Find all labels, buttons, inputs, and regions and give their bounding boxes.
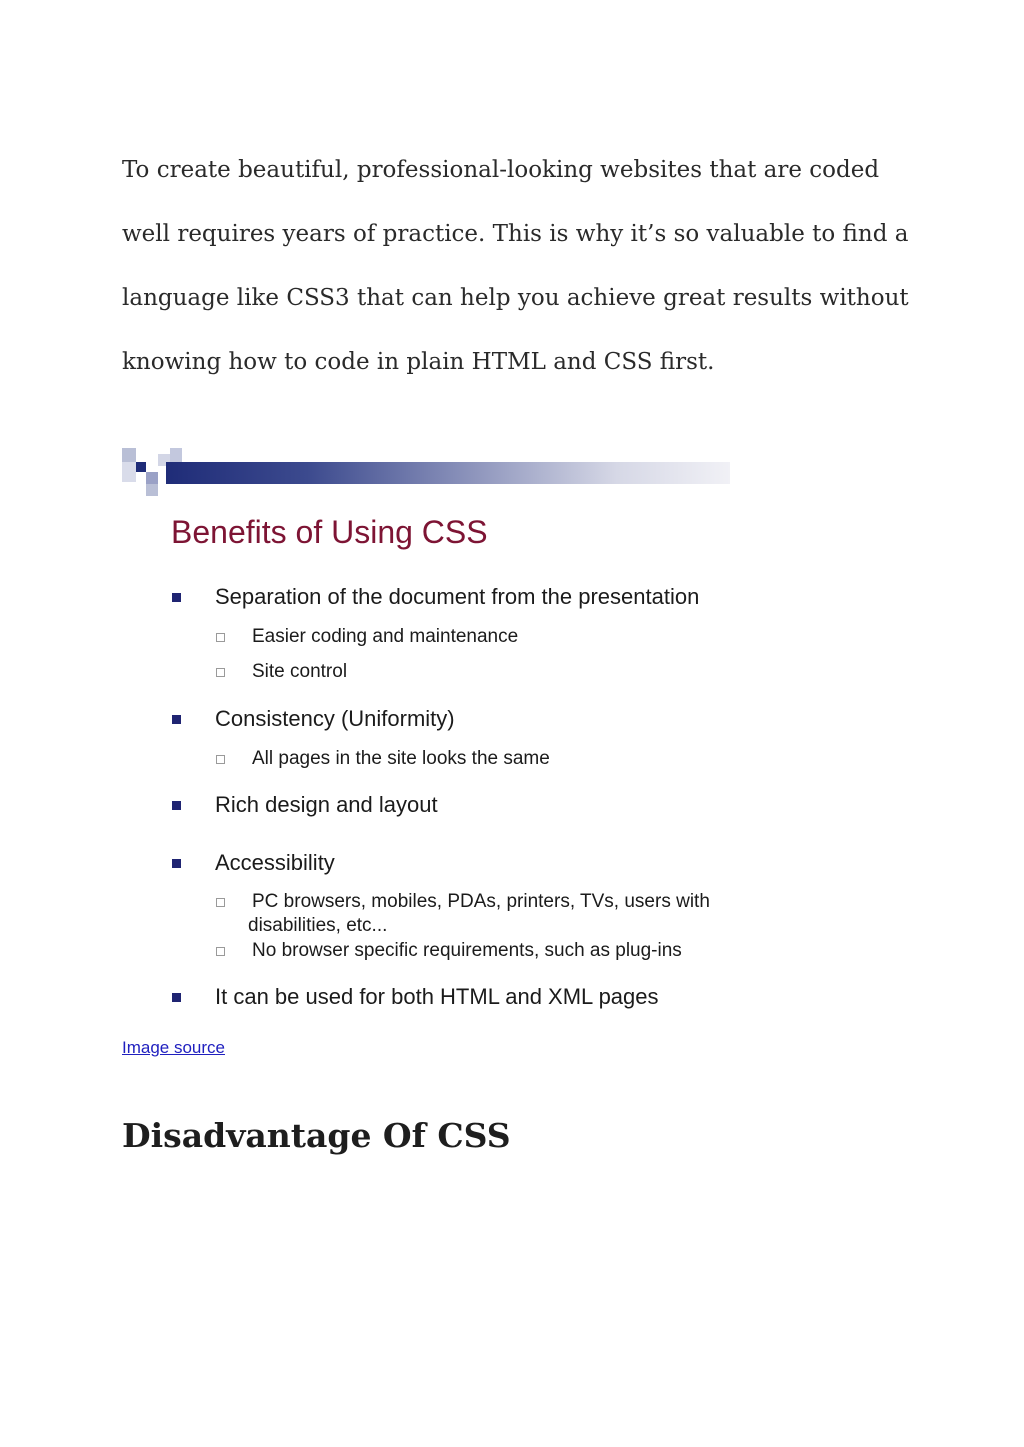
bullet-text: Accessibility [215,850,335,875]
hollow-square-bullet-icon [216,633,225,642]
banner-square [122,448,136,462]
square-bullet-icon [172,593,181,602]
bullet-text: Consistency (Uniformity) [215,706,455,731]
intro-line: language like CSS3 that can help you achieve great results without [122,285,909,311]
square-bullet-icon [172,859,181,868]
section-heading: Disadvantage Of CSS [122,1116,511,1155]
intro-line: To create beautiful, professional-looking websites that are coded [122,157,880,183]
hollow-square-bullet-icon [216,668,225,677]
sub-bullet-text: Easier coding and maintenance [252,626,519,647]
slide-image [122,448,772,1028]
intro-paragraph [122,138,909,394]
sub-bullet-text: All pages in the site looks the same [252,748,550,769]
intro-line: knowing how to code in plain HTML and CSS first. [122,349,715,375]
sub-bullet-text: Site control [252,661,348,682]
hollow-square-bullet-icon [216,898,225,907]
slide-title: Benefits of Using CSS [171,514,488,550]
bullet-text: Rich design and layout [215,792,438,817]
sub-bullet-text: PC browsers, mobiles, PDAs, printers, TVs, users with [252,891,710,912]
bullet-text: It can be used for both HTML and XML pages [215,984,659,1009]
banner-square [146,484,158,496]
hollow-square-bullet-icon [216,947,225,956]
hollow-square-bullet-icon [216,755,225,764]
banner-square [122,462,136,482]
banner-square [170,448,182,462]
slide-banner [122,448,730,498]
banner-square [146,472,158,484]
banner-square [136,462,146,472]
sub-bullet-text-continued: disabilities, etc... [248,915,388,936]
bullet-text: Separation of the document from the presentation [215,584,700,609]
sub-bullet-text: No browser specific requirements, such as plug-ins [252,940,682,961]
banner-gradient-bar [166,462,730,484]
image-source-link[interactable]: Image source [122,1038,225,1057]
square-bullet-icon [172,801,181,810]
square-bullet-icon [172,715,181,724]
square-bullet-icon [172,993,181,1002]
intro-line: well requires years of practice. This is why it’s so valuable to find a [122,221,909,247]
